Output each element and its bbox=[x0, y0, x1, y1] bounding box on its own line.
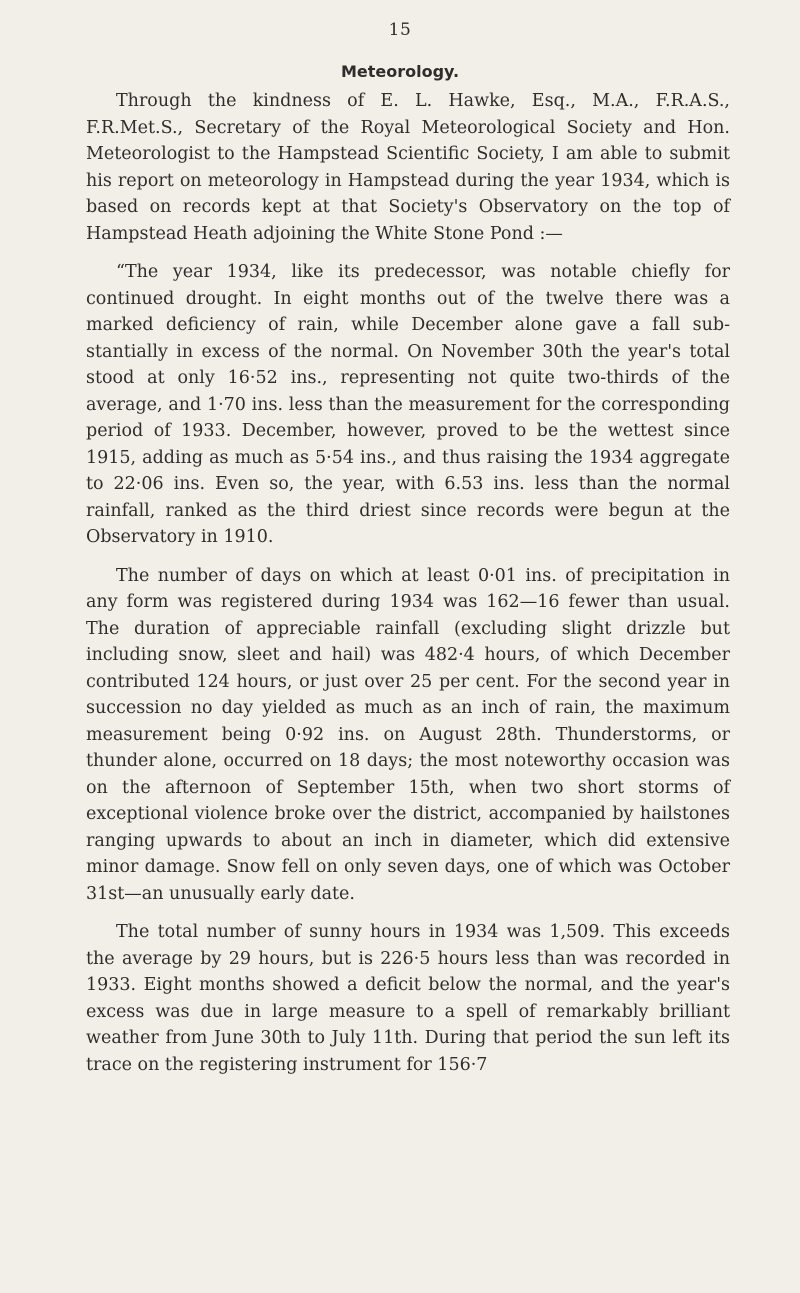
body-text bbox=[86, 88, 730, 1090]
paragraph-intro: Through the kindness of E. L. Hawke, Esq., M.A., F.R.A.S., F.R.Met.S., Secretary of the Royal Meteorological Society and Hon. Meteorologist to the Hampstead Scientific Society, I am able to submit his report on meteorology in Hampstead during the year 1934, which is based on records kept at that Society's Observatory on the top of Hampstead Heath adjoining the White Stone Pond :— bbox=[86, 91, 730, 244]
paragraph-rainfall: “The year 1934, like its predecessor, was notable chiefly for continued drought. In eight months out of the twelve there was a marked deficiency of rain, while December alone gave a fall substantially in excess of the normal. On November 30th the year's total stood at only 16·52 ins., representing not quite two-thirds of the average, and 1·70 ins. less than the measurement for the corresponding period of 1933. December, however, proved to be the wettest since 1915, adding as much as 5·54 ins., and thus raising the 1934 aggregate to 22·06 ins. Even so, the year, with 6.53 ins. less than the normal rainfall, ranked as the third driest since records were begun at the Observatory in 1910. bbox=[86, 262, 730, 547]
paragraph-precipitation-days: The number of days on which at least 0·01 ins. of precipitation in any form was registered during 1934 was 162—16 fewer than usual. The duration of appreciable rainfall (excluding slight drizzle but including snow, sleet and hail) was 482·4 hours, of which December contributed 124 hours, or just over 25 per cent. For the second year in succession no day yielded as much as an inch of rain, the maximum measurement being 0·92 ins. on August 28th. Thunderstorms, or thunder alone, occurred on 18 days; the most noteworthy occasion was on the afternoon of September 15th, when two short storms of exceptional violence broke over the district, accompanied by hailstones ranging upwards to about an inch in diameter, which did extensive minor damage. Snow fell on only seven days, one of which was October 31st—an unusually early date. bbox=[86, 565, 730, 904]
section-title: Meteorology. bbox=[340, 62, 460, 81]
paragraph-sunshine: The total number of sunny hours in 1934 was 1,509. This exceeds the average by 29 hours, but is 226·5 hours less than was recorded in 1933. Eight months showed a deficit below the normal, and the year's excess was due in large measure to a spell of remarkably brilliant weather from June 30th to July 11th. During that period the sun left its trace on the registering instrument for 156·7 bbox=[86, 922, 730, 1075]
page-number: 15 bbox=[388, 20, 412, 40]
